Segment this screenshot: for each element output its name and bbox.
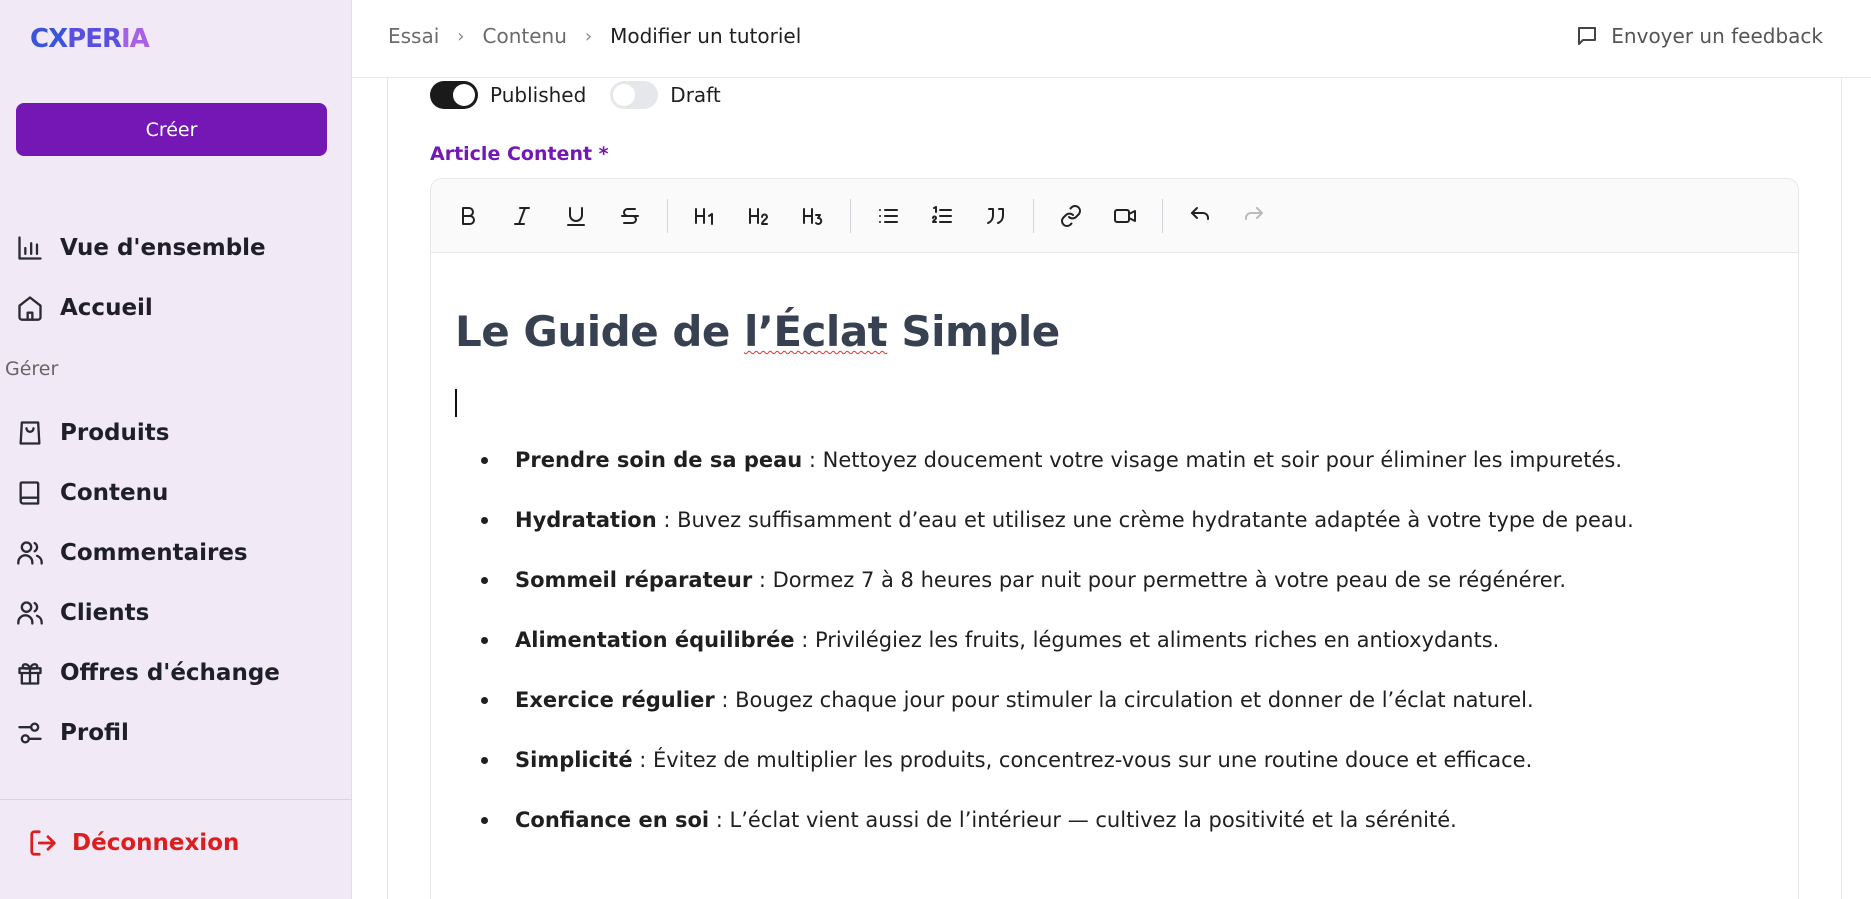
bar-chart-icon	[16, 234, 44, 262]
toolbar-separator	[1033, 199, 1034, 233]
home-icon	[16, 294, 44, 322]
list-item	[481, 505, 1761, 565]
link-icon	[1059, 204, 1083, 228]
editor-toolbar	[431, 179, 1798, 253]
draft-toggle[interactable]	[610, 81, 658, 109]
sidebar-item-label: Accueil	[60, 295, 153, 321]
heading3-button[interactable]	[792, 195, 834, 237]
draft-label: Draft	[670, 83, 721, 107]
sidebar-item-clients[interactable]	[16, 593, 149, 633]
heading1-button[interactable]	[684, 195, 726, 237]
heading1-icon	[693, 204, 717, 228]
toolbar-separator	[850, 199, 851, 233]
logo-text-ia: IA	[120, 24, 149, 54]
users-icon	[16, 539, 44, 567]
list-item	[481, 565, 1761, 625]
strikethrough-button[interactable]	[609, 195, 651, 237]
sidebar-item-label: Clients	[60, 600, 150, 626]
logo-text-cx: CX	[30, 24, 68, 54]
heading2-button[interactable]	[738, 195, 780, 237]
bullet-list-icon	[876, 204, 900, 228]
toggle-knob	[613, 84, 635, 106]
logo[interactable]	[30, 22, 149, 56]
feedback-label: Envoyer un feedback	[1611, 24, 1823, 48]
logout-icon	[28, 828, 58, 858]
list-item-text: : Évitez de multiplier les produits, concentrez-vous sur une routine douce et efficace.	[632, 748, 1533, 772]
status-toggles	[430, 78, 745, 112]
insert-video-button[interactable]	[1104, 195, 1146, 237]
bold-button[interactable]	[447, 195, 489, 237]
rich-text-editor	[430, 178, 1799, 899]
published-label: Published	[490, 83, 587, 107]
list-item	[481, 625, 1761, 685]
breadcrumb-item-essai[interactable]: Essai	[388, 24, 440, 48]
underline-button[interactable]	[555, 195, 597, 237]
chevron-right-icon: ›	[457, 25, 465, 47]
toggle-knob	[453, 84, 475, 106]
sidebar-item-products[interactable]	[16, 413, 169, 453]
article-title-misspelled: l’Éclat	[743, 307, 888, 356]
redo-button[interactable]	[1233, 195, 1275, 237]
list-item-title: Hydratation	[515, 508, 657, 532]
breadcrumb	[388, 24, 801, 48]
sidebar-item-label: Offres d'échange	[60, 660, 280, 686]
users-icon	[16, 599, 44, 627]
bold-icon	[456, 204, 480, 228]
sidebar-item-home[interactable]	[16, 288, 153, 328]
logout-label: Déconnexion	[72, 830, 240, 856]
list-item	[481, 445, 1761, 505]
article-content-label: Article Content *	[430, 143, 609, 165]
italic-icon	[510, 204, 534, 228]
published-toggle[interactable]	[430, 81, 478, 109]
heading3-icon	[801, 204, 825, 228]
list-item-text: : L’éclat vient aussi de l’intérieur — cultivez la positivité et la sérénité.	[709, 808, 1457, 832]
sliders-icon	[16, 719, 44, 747]
list-item	[481, 805, 1761, 865]
list-item-text: : Buvez suffisamment d’eau et utilisez une crème hydratante adaptée à votre type de peau.	[656, 508, 1634, 532]
sidebar-item-label: Vue d'ensemble	[60, 235, 266, 261]
sidebar-item-label: Profil	[60, 720, 129, 746]
gift-icon	[16, 659, 44, 687]
logo-text-per: PER	[67, 24, 121, 54]
article-title-part: Simple	[887, 307, 1060, 356]
underline-icon	[564, 204, 588, 228]
breadcrumb-current: Modifier un tutoriel	[610, 24, 802, 48]
sidebar-item-profile[interactable]	[16, 713, 129, 753]
sidebar-item-label: Contenu	[60, 480, 169, 506]
article-title-part: Le Guide de	[455, 307, 744, 356]
redo-icon	[1242, 204, 1266, 228]
quote-icon	[984, 204, 1008, 228]
undo-button[interactable]	[1179, 195, 1221, 237]
list-item-text: : Privilégiez les fruits, légumes et aliments riches en antioxydants.	[794, 628, 1500, 652]
sidebar	[0, 0, 352, 899]
text-cursor	[455, 389, 457, 417]
logout-button[interactable]	[28, 828, 239, 858]
italic-button[interactable]	[501, 195, 543, 237]
strikethrough-icon	[618, 204, 642, 228]
ordered-list-icon	[930, 204, 954, 228]
undo-icon	[1188, 204, 1212, 228]
list-item-title: Sommeil réparateur	[515, 568, 753, 592]
toolbar-separator	[1162, 199, 1163, 233]
section-label-manage: Gérer	[5, 358, 59, 380]
sidebar-item-comments[interactable]	[16, 533, 248, 573]
book-icon	[16, 479, 44, 507]
list-item-text: : Bougez chaque jour pour stimuler la circulation et donner de l’éclat naturel.	[714, 688, 1534, 712]
ordered-list-button[interactable]	[921, 195, 963, 237]
list-item-title: Alimentation équilibrée	[515, 628, 795, 652]
heading2-icon	[747, 204, 771, 228]
list-item-title: Exercice régulier	[515, 688, 715, 712]
feedback-button[interactable]	[1575, 24, 1823, 48]
chevron-right-icon: ›	[584, 25, 593, 47]
sidebar-divider	[0, 799, 352, 800]
list-item	[481, 745, 1761, 805]
blockquote-button[interactable]	[975, 195, 1017, 237]
article-title	[455, 307, 1755, 356]
toolbar-separator	[667, 199, 668, 233]
message-square-icon	[1575, 24, 1599, 48]
tips-list	[481, 445, 1761, 865]
sidebar-item-label: Commentaires	[60, 540, 248, 566]
video-icon	[1113, 204, 1137, 228]
list-item-text: : Nettoyez doucement votre visage matin et soir pour éliminer les impuretés.	[802, 448, 1622, 472]
list-item-title: Simplicité	[515, 748, 633, 772]
shopping-bag-icon	[16, 419, 44, 447]
list-item-title: Confiance en soi	[515, 808, 710, 832]
sidebar-item-overview[interactable]	[16, 228, 266, 268]
editor-document[interactable]	[455, 307, 1755, 356]
list-item-text: : Dormez 7 à 8 heures par nuit pour permettre à votre peau de se régénérer.	[752, 568, 1567, 592]
create-button[interactable]: Créer	[16, 103, 327, 156]
sidebar-item-label: Produits	[60, 420, 170, 446]
sidebar-item-content[interactable]	[16, 473, 168, 513]
list-item	[481, 685, 1761, 745]
top-header	[352, 0, 1871, 78]
breadcrumb-item-contenu[interactable]: Contenu	[482, 24, 567, 48]
list-item-title: Prendre soin de sa peau	[515, 448, 803, 472]
bullet-list-button[interactable]	[867, 195, 909, 237]
insert-link-button[interactable]	[1050, 195, 1092, 237]
sidebar-item-exchange-offers[interactable]	[16, 653, 280, 693]
